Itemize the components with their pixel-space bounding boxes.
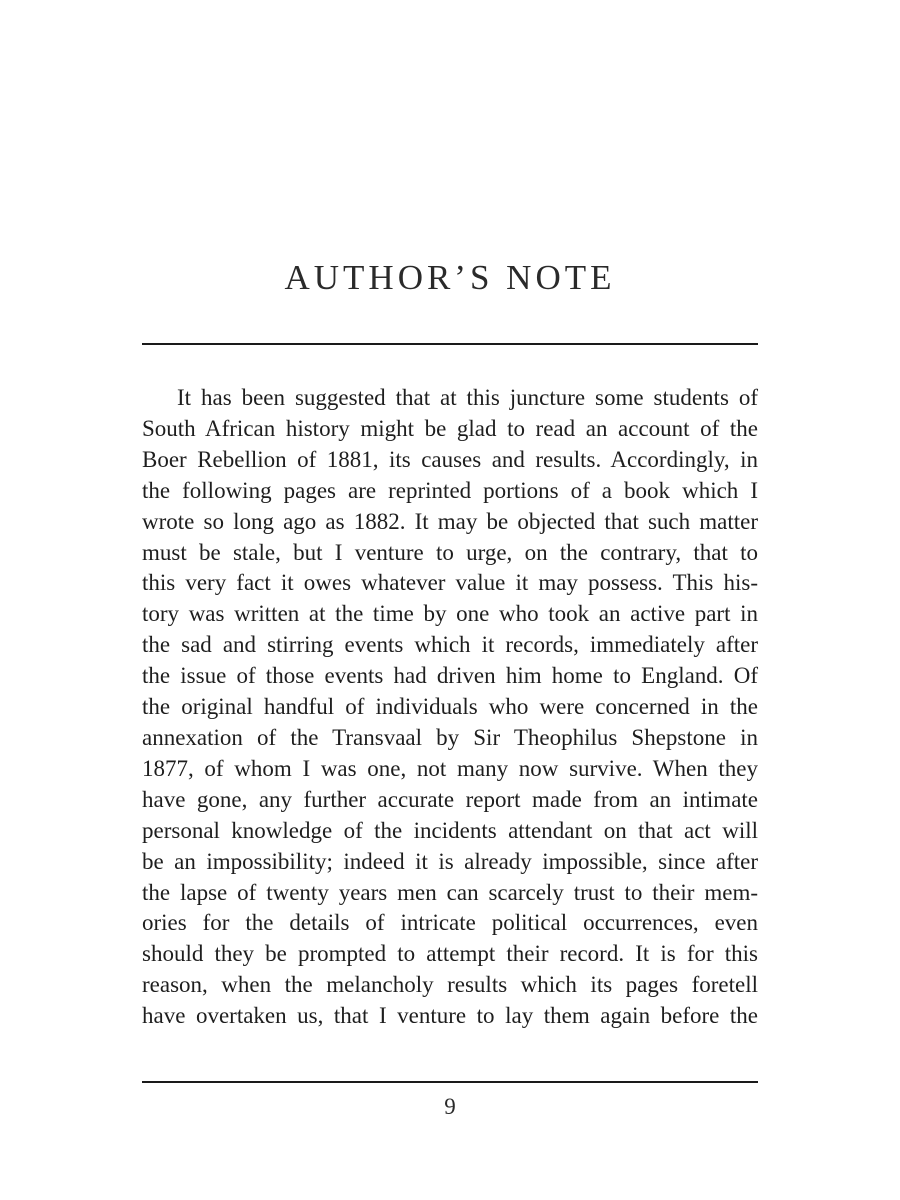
body-line: must be stale, but I venture to urge, on the contrary, that to — [142, 539, 758, 565]
body-line: South African history might be glad to read an account of the — [142, 415, 758, 441]
body-line: wrote so long ago as 1882. It may be objected that such matter — [142, 508, 758, 534]
body-line: the sad and stirring events which it records, immediately after — [142, 632, 758, 658]
body-line: reason, when the melancholy results which its pages foretell — [142, 972, 758, 998]
top-rule — [142, 343, 758, 345]
chapter-title: AUTHOR’S NOTE — [284, 258, 616, 297]
body-line: the lapse of twenty years men can scarcely trust to their mem- — [142, 879, 758, 905]
body-line: have overtaken us, that I venture to lay them again before the — [142, 1003, 758, 1029]
body-paragraph — [142, 383, 758, 1032]
body-line: have gone, any further accurate report made from an intimate — [142, 786, 758, 812]
body-line: It has been suggested that at this juncture some students of — [177, 385, 758, 410]
bottom-rule — [142, 1081, 758, 1083]
body-line: the original handful of individuals who were concerned in the — [142, 694, 758, 720]
body-line: be an impossibility; indeed it is already impossible, since after — [142, 848, 758, 874]
body-line: Boer Rebellion of 1881, its causes and results. Accordingly, in — [142, 446, 758, 472]
body-line: this very fact it owes whatever value it may possess. This his- — [142, 570, 758, 596]
body-line: the following pages are reprinted portions of a book which I — [142, 477, 758, 503]
body-line: personal knowledge of the incidents attendant on that act will — [142, 817, 758, 843]
page-number: 9 — [444, 1094, 456, 1119]
body-line: annexation of the Transvaal by Sir Theophilus Shepstone in — [142, 724, 758, 750]
body-line: should they be prompted to attempt their record. It is for this — [142, 941, 758, 967]
body-line: 1877, of whom I was one, not many now survive. When they — [142, 755, 758, 781]
body-line: the issue of those events had driven him home to England. Of — [142, 663, 758, 689]
body-line: tory was written at the time by one who took an active part in — [142, 601, 758, 627]
body-line: ories for the details of intricate political occurrences, even — [142, 910, 758, 936]
